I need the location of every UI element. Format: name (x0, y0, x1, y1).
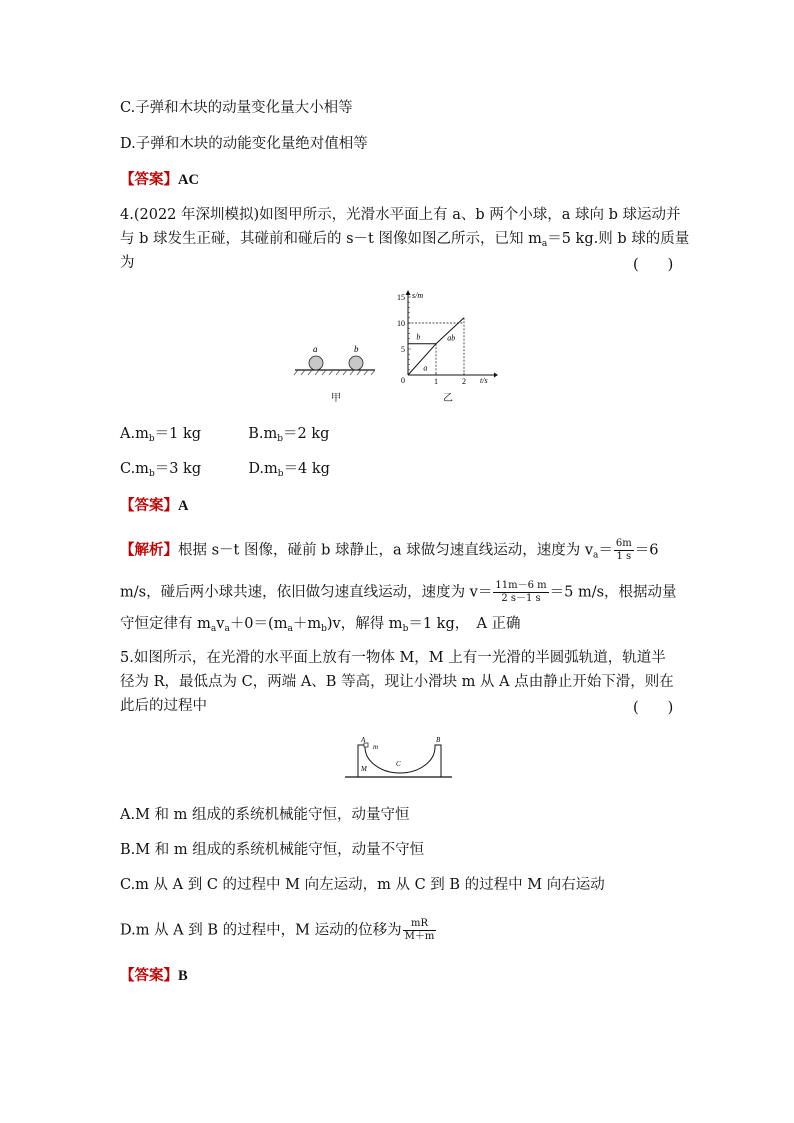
answer-value: AC (178, 172, 199, 188)
answer-tag: 【答案】 (120, 967, 178, 984)
label-M: M (361, 765, 367, 773)
q5-option-b: B.M 和 m 组成的系统机械能守恒，动量不守恒 (120, 842, 425, 858)
q5-stem-line2: 径为 R，最低点为 C，两端 A、B 等高，现让小滑块 m 从 A 点由静止开始下滑，则在 (120, 674, 674, 690)
q4-answer-bracket: ( ) (633, 257, 674, 273)
q3-answer (120, 170, 199, 190)
q4-option-b: $B.m_b=2$ kg (248, 426, 330, 444)
origin-label: 0 (401, 376, 405, 385)
label-A: A (361, 736, 366, 744)
q4-analysis-line1: 【解析】根据 s－t 图像，碰前 b 球静止，a 球做匀速直线运动，速度为 $v_a=$ $\frac{6m}{1 s}$ ＝6 (120, 538, 659, 562)
q4-analysis-line2: m/s，碰后两小球共速，依旧做匀速直线运动，速度为 v＝ $\frac{11m-6 m}{2 s-1 s}$ ＝5 m/s，根据动量 (120, 580, 677, 604)
x-tick-label: 2 (462, 377, 466, 385)
series-label-ab: ab (447, 333, 456, 343)
answer-value: B (178, 968, 188, 984)
q4-stem-line2: 与 b 球发生正碰，其碰前和碰后的 s－t 图像如图乙所示，已知 $m_a=5$ kg.则 b 球的质量 (120, 231, 690, 249)
ball-a-label: a (313, 344, 318, 354)
q4-caption-jia: 甲 (331, 393, 341, 404)
q4-answer (120, 496, 188, 516)
x-tick-label: 1 (434, 377, 438, 385)
q5-figure-track (340, 733, 455, 781)
q5-answer-bracket: ( ) (633, 700, 674, 716)
fraction: $\frac{11m-6 m}{2 s-1 s}$ (495, 580, 547, 604)
q4-option-a: $A.m_b=1$ kg (120, 426, 202, 444)
q4-option-d: $D.m_b=4$ kg (248, 461, 330, 479)
analysis-tag: 【解析】 (120, 541, 178, 559)
answer-value: A (178, 498, 189, 514)
q4-analysis-line3: 守恒定律有 $m_av_a+0=(m_a+m_b)v$，解得 $m_b=1$ kg， A 正确 (120, 616, 521, 634)
y-tick-label: 15 (397, 293, 405, 302)
x-axis-label: t/s (480, 376, 488, 385)
q4-option-c: $C.m_b=3$ kg (120, 461, 202, 479)
x-axis-arrow (494, 373, 498, 378)
y-axis-label: s/m (412, 291, 424, 300)
q4-options-row2 (120, 459, 330, 484)
q5-option-c: C.m 从 A 到 C 的过程中 M 向左运动，m 从 C 到 B 的过程中 M 向右运动 (120, 877, 605, 893)
label-m: m (373, 743, 379, 751)
y-axis-arrow (406, 290, 411, 295)
q4-caption-yi: 乙 (443, 393, 453, 404)
q5-option-a: A.M 和 m 组成的系统机械能守恒，动量守恒 (120, 807, 410, 823)
fraction: $\frac{6m}{1 s}$ (615, 538, 632, 562)
q4-stem-line1: 4.(2022 年深圳模拟)如图甲所示，光滑水平面上有 a、b 两个小球，a 球向 b 球运动并 (120, 207, 681, 223)
y-tick-label: 5 (401, 345, 405, 354)
q4-stem-line3: 为 (120, 255, 135, 271)
label-B: B (436, 736, 441, 744)
ball-b-label: b (354, 344, 359, 354)
answer-tag: 【答案】 (120, 497, 178, 514)
ground-hatch (294, 370, 375, 375)
series-label-a: a (423, 363, 428, 373)
ball-b (349, 356, 363, 370)
series-label-b: b (416, 332, 421, 342)
ball-a (309, 356, 323, 370)
label-C: C (396, 760, 401, 768)
q4-st-chart (392, 287, 502, 385)
fraction: $\frac{mR}{M+m}$ (404, 918, 435, 942)
q5-stem-line1: 5.如图所示，在光滑的水平面上放有一物体 M，M 上有一光滑的半圆弧轨道，轨道半 (120, 650, 666, 666)
q5-option-d: D.m 从 A 到 B 的过程中，M 运动的位移为 $\frac{mR}{M+m}$ (120, 918, 435, 942)
q3-option-d: D.子弹和木块的动能变化量绝对值相等 (120, 136, 368, 152)
answer-tag: 【答案】 (120, 171, 178, 188)
q4-options-row1 (120, 424, 329, 449)
q5-stem-line3: 此后的过程中 (120, 698, 207, 714)
series-line-a (408, 344, 436, 375)
q3-option-c: C.子弹和木块的动量变化量大小相等 (120, 100, 353, 116)
y-tick-label: 10 (397, 319, 405, 328)
q5-answer (120, 966, 188, 986)
